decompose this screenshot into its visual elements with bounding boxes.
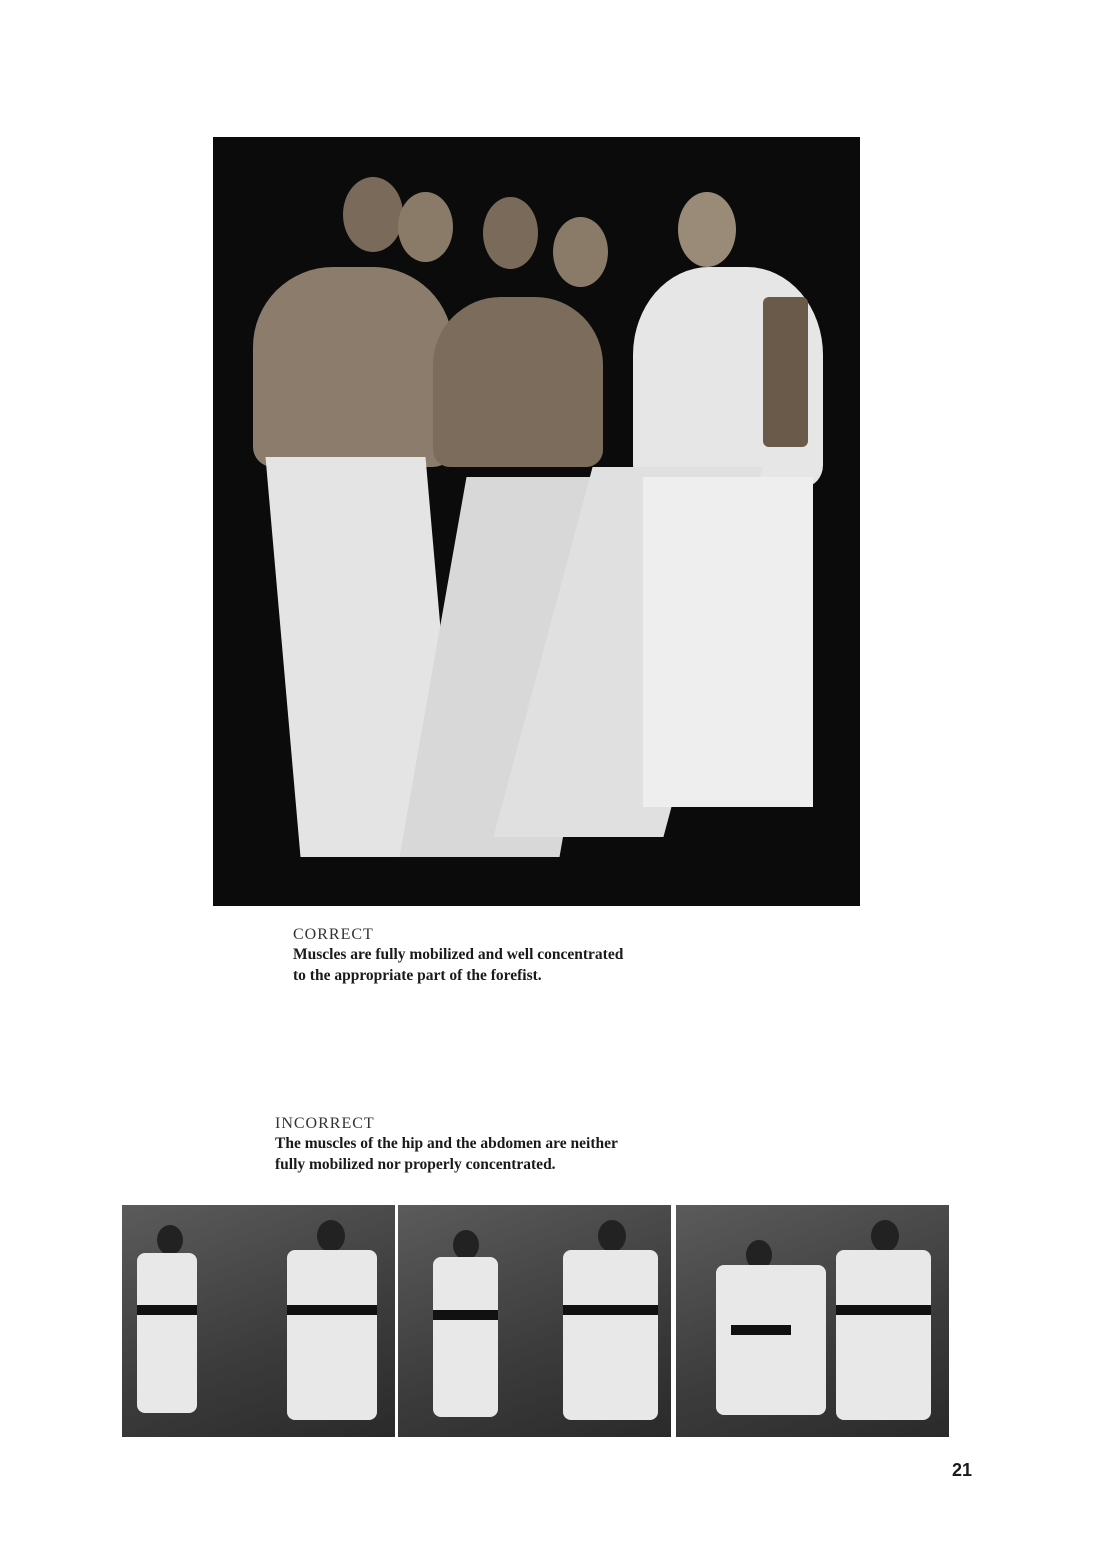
caption-correct-label: CORRECT [293,926,374,943]
caption-incorrect-line-2: fully mobilized nor properly concentrated. [275,1156,556,1173]
caption-correct-line-1: Muscles are fully mobilized and well concentrated [293,946,624,963]
photo-incorrect-1 [122,1205,395,1437]
caption-incorrect [275,1115,618,1175]
photo-correct-punch-sequence [213,137,860,906]
caption-correct [293,926,623,986]
photo-incorrect-3 [676,1205,949,1437]
caption-incorrect-line-1: The muscles of the hip and the abdomen are neither [275,1135,618,1152]
page-number: 21 [952,1460,973,1480]
caption-correct-line-2: to the appropriate part of the forefist. [293,967,542,984]
caption-incorrect-label: INCORRECT [275,1115,375,1132]
photo-incorrect-2 [398,1205,671,1437]
